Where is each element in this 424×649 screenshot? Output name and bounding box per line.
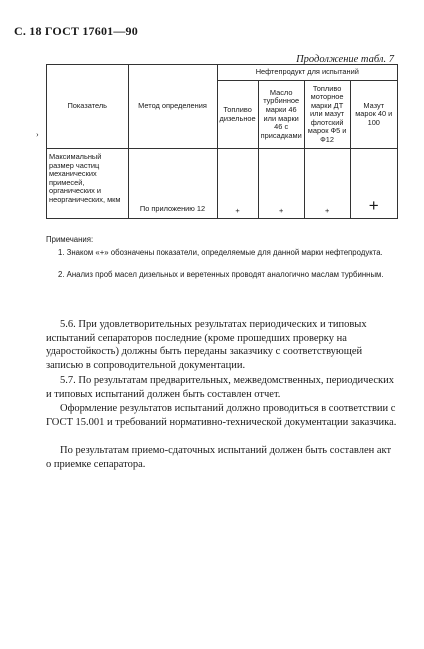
- row-value-diesel: +: [217, 149, 258, 219]
- row-indicator: Максимальный размер частиц механических примесей, органических и неорганических, мкм: [47, 149, 129, 219]
- group-header-product: Нефтепродукт для испытаний: [217, 65, 397, 81]
- stray-mark: ›: [36, 130, 39, 139]
- col-header-method: Метод определения: [128, 65, 217, 149]
- subheader-turbine-oil: Масло турбинное марки 46 или марки 46 с присадками: [258, 81, 304, 149]
- paragraph-acceptance-act: По результатам приемо-сдаточных испытаний должен быть составлен акт о приемке сепаратора.: [46, 445, 392, 470]
- paragraph-5-7: 5.7. По результатам предварительных, межведомственных, периодических и типовых испытаний должен быть составлен отчет.: [46, 375, 395, 400]
- note-2: 2. Анализ проб масел дизельных и веретенных проводят аналогично маслам турбинным.: [58, 270, 384, 279]
- row-value-mazut: +: [350, 149, 398, 219]
- subheader-motor-fuel: Топливо моторное марки ДТ или мазут флотский марок Ф5 и Ф12: [304, 81, 350, 149]
- row-value-motor-fuel: +: [304, 149, 350, 219]
- row-method: По приложению 12: [128, 149, 217, 219]
- note-1: 1. Знаком «+» обозначены показатели, определяемые для данной марки нефтепродукта.: [58, 248, 383, 257]
- notes-title: Примечания:: [46, 235, 94, 244]
- paragraph-5-6: 5.6. При удовлетворительных результатах периодических и типовых испытаний сепараторов последние (кроме прошедших проверку на ударостойкость) должны быть переданы заказчику с соответствующей записью в сопроводительной документации.: [46, 319, 367, 371]
- subheader-diesel: Топливо дизельное: [217, 81, 258, 149]
- properties-table: [46, 64, 398, 219]
- col-header-indicator: Показатель: [47, 65, 129, 149]
- row-value-turbine-oil: +: [258, 149, 304, 219]
- page-header: С. 18 ГОСТ 17601—90: [14, 24, 138, 38]
- subheader-mazut: Мазут марок 40 и 100: [350, 81, 398, 149]
- paragraph-results-format: Оформление результатов испытаний должно проводиться в соответствии с ГОСТ 15.001 и требований нормативно-технической документации заказчика.: [46, 403, 397, 428]
- table-continuation-label: Продолжение табл. 7: [296, 54, 394, 65]
- table-row: [47, 149, 398, 219]
